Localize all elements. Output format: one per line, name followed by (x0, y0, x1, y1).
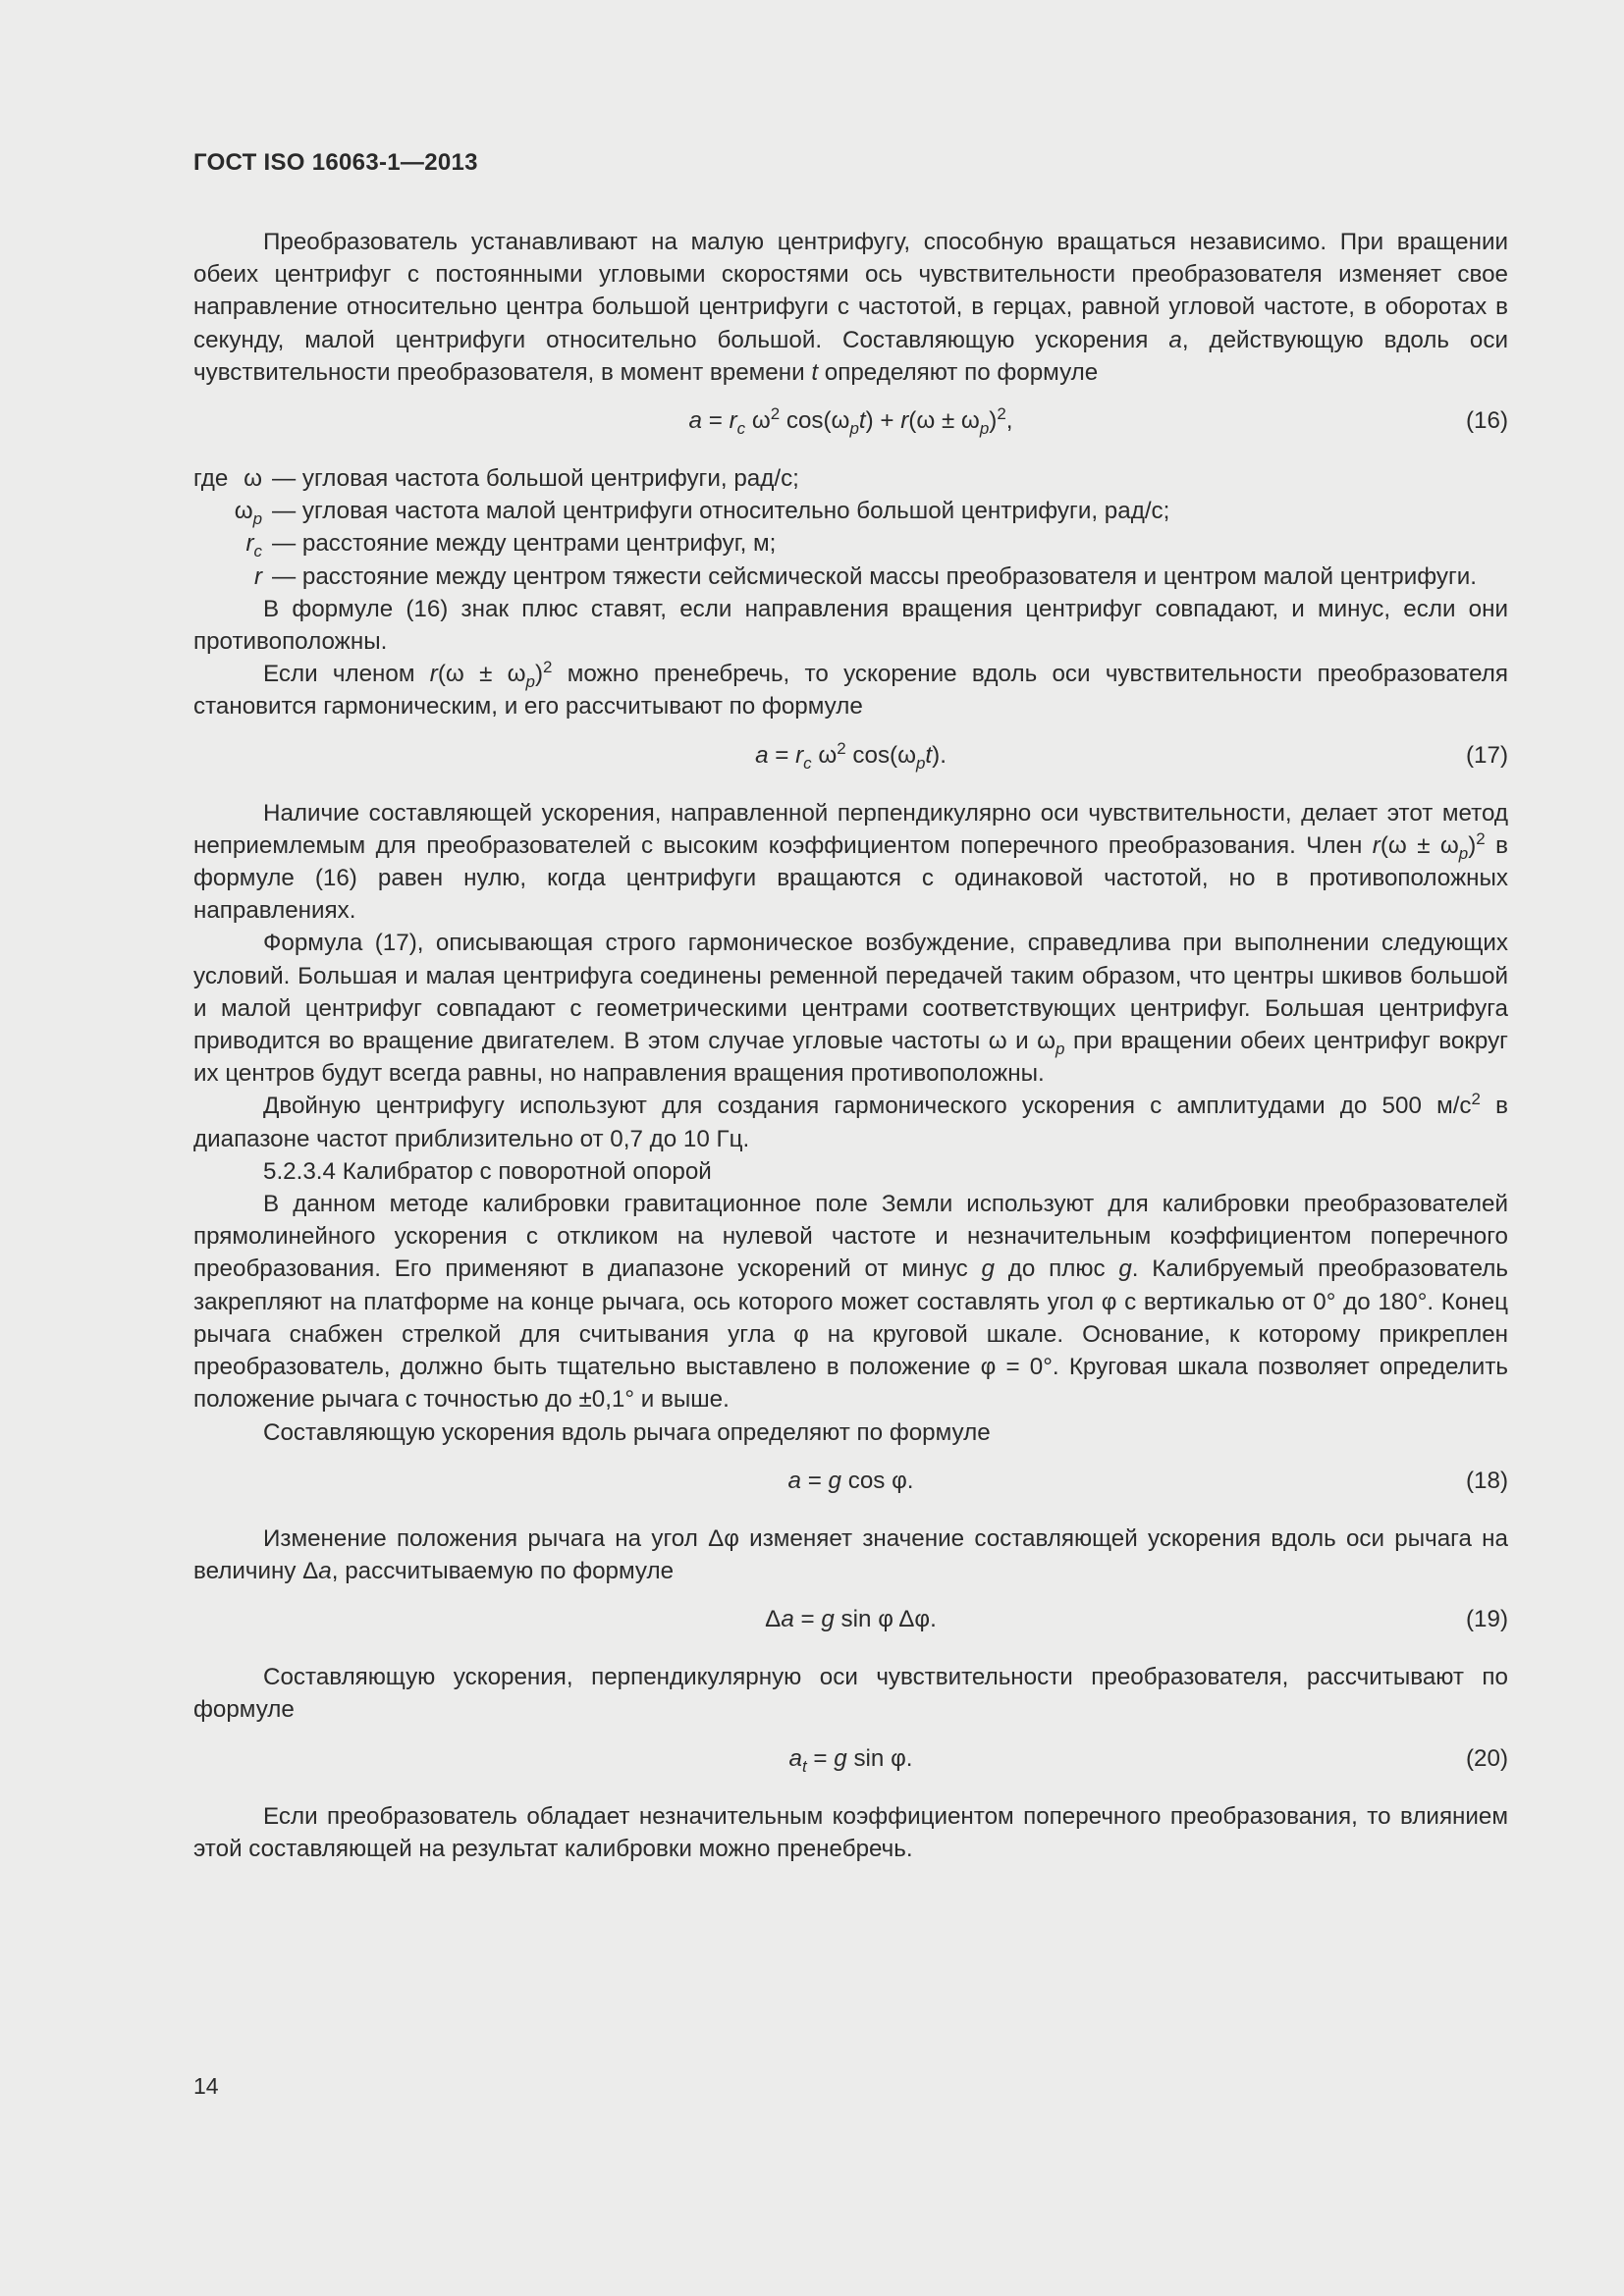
formula-18 (193, 1465, 1508, 1497)
formula-16-expression: $a = r_c$ $\omega^2$ $\cos(\omega_pt) + r(\omega \pm \omega_p)^2$, (688, 403, 1013, 438)
definition-list (193, 462, 1508, 593)
paragraph-conditions: Формула (17), описывающая строго гармоническое возбуждение, справедлива при выполнении следующих условий. Большая и малая центрифуга соединены ременной передачей таким образом, что центры шкивов большой и малой центрифуг совпадают с геометрическими центрами соответствующих центрифуг. Большая центрифуга приводится во вращение двигателем. В этом случае угловые частоты ω и $\omega_p$ при вращении обеих центрифуг вокруг их центров будут всегда равны, но направления вращения противоположны. (193, 930, 1508, 1088)
definition-item: где ω — угловая частота большой центрифуги, рад/с; (193, 465, 799, 493)
definition-item: $r_c$ — расстояние между центрами центрифуг, м; (245, 530, 777, 561)
paragraph-calibrator: В данном методе калибровки гравитационное поле Земли используют для калибровки преобразователей прямолинейного ускорения с откликом на нулевой частоте и незначительным коэффициентом поперечного преобразования. Его применяют в диапазоне ускорений от минус g до плюс g. Калибруемый преобразователь закрепляют на платформе на конце рычага, ось которого может составлять угол φ с вертикалью от 0° до 180°. Конец рычага снабжен стрелкой для считывания угла φ на круговой шкале. Основание, к которому прикреплен преобразователь, должно быть тщательно выставлено в положение φ = 0°. Круговая шкала позволяет определить положение рычага с точностью до ±0,1° и выше. (193, 1191, 1508, 1414)
formula-19-number: (19) (1465, 1606, 1508, 1633)
definition-item: $\omega_p$ — угловая частота малой центрифуги относительно большой центрифуги, рад/с; (234, 498, 1170, 529)
paragraph-perpendicular: Составляющую ускорения, перпендикулярную оси чувствительности преобразователя, рассчитывают по формуле (193, 1664, 1508, 1724)
definition-item: r — расстояние между центром тяжести сейсмической массы преобразователя и центром малой центрифуги. (253, 562, 1477, 590)
formula-16-number: (16) (1465, 407, 1508, 435)
document-body (193, 226, 1508, 1865)
formula-20-number: (20) (1465, 1744, 1508, 1772)
paragraph-double-centrifuge: Двойную центрифугу используют для создания гармонического ускорения с амплитудами до 500 $м/с^2$ в диапазоне частот приблизительно от 0,7 до 10 Гц. (193, 1090, 1508, 1152)
paragraph-transverse: Наличие составляющей ускорения, направленной перпендикулярно оси чувствительности, делает этот метод неприемлемым для преобразователей с высоким коэффициентом поперечного преобразования. Член $r(\omega \pm \omega_p)^2$ в формуле (16) равен нулю, когда центрифуги вращаются с одинаковой частотой, но в противоположных направлениях. (193, 799, 1508, 925)
formula-19 (193, 1603, 1508, 1635)
paragraph-sign-rule: В формуле (16) знак плюс ставят, если направления вращения центрифуг совпадают, и минус, если они противоположны. (193, 595, 1508, 656)
paragraph-conclusion: Если преобразователь обладает незначительным коэффициентом поперечного преобразования, то влиянием этой составляющей на результат калибровки можно пренебречь. (193, 1802, 1508, 1862)
section-heading: 5.2.3.4 Калибратор с поворотной опорой (263, 1157, 712, 1185)
formula-16 (193, 404, 1508, 437)
page-number: 14 (193, 2073, 219, 2099)
paragraph-angle-change: Изменение положения рычага на угол Δφ изменяет значение составляющей ускорения вдоль оси рычага на величину Δa, рассчитываемую по формуле (193, 1524, 1508, 1584)
formula-17 (193, 739, 1508, 772)
paragraph-lever-component: Составляющую ускорения вдоль рычага определяют по формуле (263, 1418, 991, 1446)
formula-20 (193, 1742, 1508, 1775)
paragraph-centrifuge-intro: Преобразователь устанавливают на малую центрифугу, способную вращаться независимо. При вращении обеих центрифуг с постоянными угловыми скоростями ось чувствительности преобразователя изменяет свое направление относительно центра большой центрифуги с частотой, в герцах, равной угловой частоте, в оборотах в секунду, малой центрифуги относительно большой. Составляющую ускорения a, действующую вдоль оси чувствительности преобразователя, в момент времени t определяют по формуле (193, 229, 1508, 386)
paragraph-harmonic: Если членом $r(\omega \pm \omega_p)^2$ можно пренебречь, то ускорение вдоль оси чувствительности преобразователя становится гармоническим, и его рассчитывают по формуле (193, 658, 1508, 721)
document-header: ГОСТ ISO 16063-1—2013 (193, 149, 478, 176)
formula-18-number: (18) (1465, 1467, 1508, 1494)
formula-17-number: (17) (1465, 741, 1508, 769)
formula-18-expression: a = g cos φ. (787, 1467, 914, 1494)
formula-20-expression: $a_t = g$ sin φ. (788, 1744, 913, 1776)
formula-17-expression: $a = r_c$ $\omega^2$ $\cos(\omega_pt)$. (755, 738, 947, 773)
formula-19-expression: Δa = g sin φ Δφ. (765, 1606, 937, 1633)
